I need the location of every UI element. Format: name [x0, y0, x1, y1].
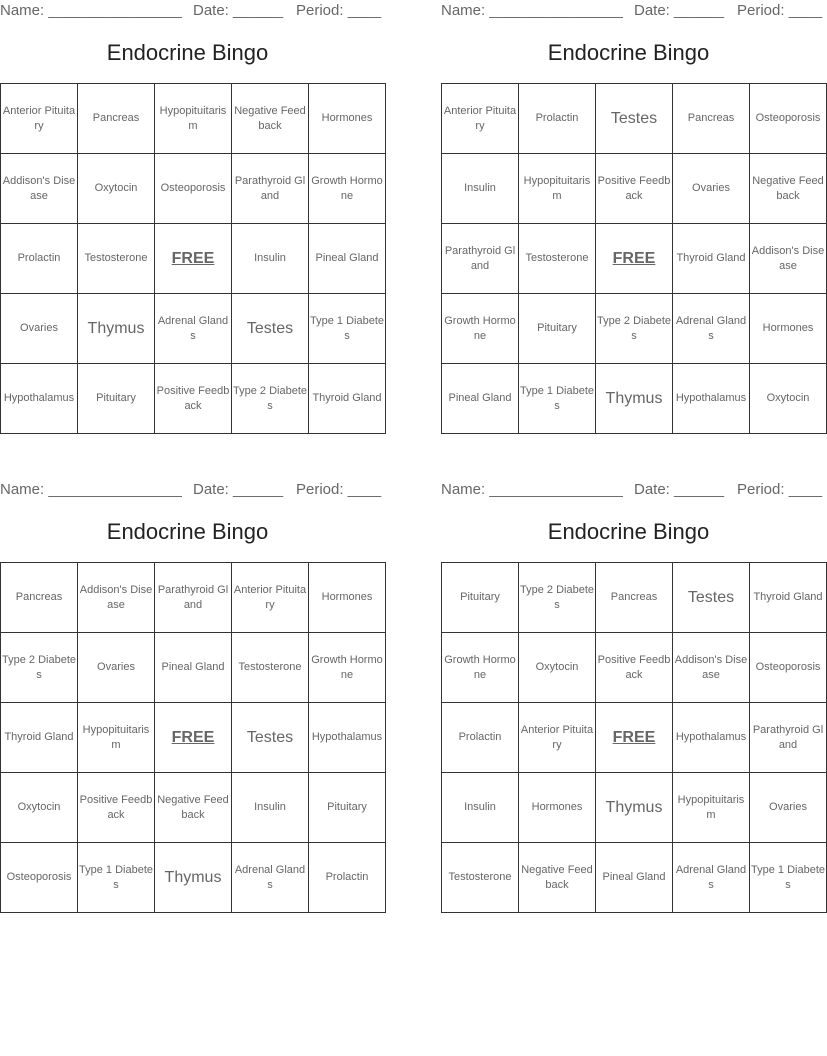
bingo-cell: Insulin [442, 154, 519, 224]
bingo-cell: Addison's Disease [750, 224, 827, 294]
card-title: Endocrine Bingo [547, 40, 710, 65]
grid-row [1, 224, 386, 294]
grid-row [1, 294, 386, 364]
bingo-cell: Thymus [596, 773, 673, 843]
bingo-cell: Parathyroid Gland [750, 703, 827, 773]
bingo-cell: Hypothalamus [1, 364, 78, 434]
bingo-cell: Type 2 Diabetes [596, 294, 673, 364]
bingo-card [0, 0, 384, 412]
bingo-grid [0, 562, 386, 913]
bingo-cell: Ovaries [673, 154, 750, 224]
bingo-cell: Insulin [442, 773, 519, 843]
bingo-cell: Type 1 Diabetes [78, 843, 155, 913]
bingo-cell: Growth Hormone [309, 154, 386, 224]
card-header [0, 0, 382, 22]
free-space: FREE [596, 703, 673, 773]
bingo-cell: Growth Hormone [442, 294, 519, 364]
bingo-cell: Anterior Pituitary [1, 84, 78, 154]
bingo-cell: Testosterone [232, 633, 309, 703]
bingo-cell: Thyroid Gland [673, 224, 750, 294]
bingo-cell: Insulin [232, 773, 309, 843]
grid-row [442, 773, 827, 843]
card-title: Endocrine Bingo [106, 40, 269, 65]
bingo-cell: Hormones [750, 294, 827, 364]
bingo-cell: Testes [232, 703, 309, 773]
bingo-cell: Anterior Pituitary [442, 84, 519, 154]
date-field: Date: ______ [193, 2, 284, 19]
bingo-cell: Type 2 Diabetes [232, 364, 309, 434]
bingo-cell: Testosterone [519, 224, 596, 294]
bingo-cell: Ovaries [750, 773, 827, 843]
bingo-cell: Hypopituitarism [78, 703, 155, 773]
bingo-cell: Hormones [309, 563, 386, 633]
bingo-cell: Growth Hormone [309, 633, 386, 703]
bingo-grid [441, 83, 827, 434]
bingo-cell: Testes [673, 563, 750, 633]
bingo-cell: Hypopituitarism [673, 773, 750, 843]
name-field: Name: ________________ [441, 481, 623, 498]
bingo-cell: Pineal Gland [596, 843, 673, 913]
grid-row [1, 364, 386, 434]
bingo-cell: Hypopituitarism [155, 84, 232, 154]
bingo-cell: Parathyroid Gland [155, 563, 232, 633]
bingo-cell: Testes [596, 84, 673, 154]
grid-row [442, 843, 827, 913]
bingo-cell: Type 1 Diabetes [309, 294, 386, 364]
bingo-cell: Type 2 Diabetes [1, 633, 78, 703]
bingo-cell: Pituitary [78, 364, 155, 434]
date-field: Date: ______ [193, 481, 284, 498]
period-field: Period: ____ [296, 481, 382, 498]
bingo-cell: Hormones [309, 84, 386, 154]
bingo-cell: Prolactin [309, 843, 386, 913]
bingo-cell: Pineal Gland [155, 633, 232, 703]
bingo-cell: Addison's Disease [78, 563, 155, 633]
grid-row [442, 84, 827, 154]
bingo-cell: Hypothalamus [309, 703, 386, 773]
bingo-grid [441, 562, 827, 913]
bingo-card [441, 0, 825, 412]
grid-row [442, 703, 827, 773]
bingo-cell: Hypothalamus [673, 703, 750, 773]
bingo-cell: Thymus [78, 294, 155, 364]
bingo-cell: Osteoporosis [1, 843, 78, 913]
bingo-cell: Osteoporosis [155, 154, 232, 224]
bingo-cell: Anterior Pituitary [519, 703, 596, 773]
date-field: Date: ______ [634, 2, 725, 19]
grid-row [442, 364, 827, 434]
bingo-cell: Pineal Gland [442, 364, 519, 434]
bingo-cell: Oxytocin [1, 773, 78, 843]
bingo-cell: Pancreas [596, 563, 673, 633]
bingo-cell: Prolactin [519, 84, 596, 154]
bingo-cell: Type 1 Diabetes [519, 364, 596, 434]
bingo-cell: Hypothalamus [673, 364, 750, 434]
bingo-cell: Oxytocin [750, 364, 827, 434]
card-title: Endocrine Bingo [547, 519, 710, 544]
grid-row [442, 224, 827, 294]
bingo-cell: Pituitary [309, 773, 386, 843]
bingo-cell: Positive Feedback [155, 364, 232, 434]
bingo-cell: Testosterone [442, 843, 519, 913]
bingo-cell: Prolactin [1, 224, 78, 294]
bingo-cell: Testosterone [78, 224, 155, 294]
bingo-cell: Prolactin [442, 703, 519, 773]
bingo-cell: Thyroid Gland [1, 703, 78, 773]
grid-row [442, 633, 827, 703]
bingo-cell: Anterior Pituitary [232, 563, 309, 633]
bingo-cell: Osteoporosis [750, 633, 827, 703]
name-field: Name: ________________ [441, 2, 623, 19]
bingo-card [441, 479, 825, 891]
card-header [0, 479, 382, 501]
free-space: FREE [596, 224, 673, 294]
grid-row [1, 773, 386, 843]
free-space: FREE [155, 224, 232, 294]
grid-row [1, 843, 386, 913]
date-field: Date: ______ [634, 481, 725, 498]
bingo-cell: Hypopituitarism [519, 154, 596, 224]
bingo-cell: Negative Feedback [232, 84, 309, 154]
bingo-cell: Positive Feedback [596, 633, 673, 703]
bingo-cell: Positive Feedback [596, 154, 673, 224]
bingo-cell: Osteoporosis [750, 84, 827, 154]
bingo-cell: Adrenal Glands [673, 294, 750, 364]
card-header [441, 479, 823, 501]
bingo-cell: Adrenal Glands [673, 843, 750, 913]
bingo-cell: Pancreas [78, 84, 155, 154]
bingo-cell: Ovaries [1, 294, 78, 364]
grid-row [1, 563, 386, 633]
bingo-cell: Negative Feedback [750, 154, 827, 224]
bingo-cell: Thymus [155, 843, 232, 913]
grid-row [1, 633, 386, 703]
grid-row [1, 154, 386, 224]
bingo-cell: Negative Feedback [155, 773, 232, 843]
grid-row [442, 563, 827, 633]
bingo-grid [0, 83, 386, 434]
free-space: FREE [155, 703, 232, 773]
bingo-cell: Parathyroid Gland [442, 224, 519, 294]
bingo-cell: Growth Hormone [442, 633, 519, 703]
bingo-cell: Hormones [519, 773, 596, 843]
bingo-cell: Insulin [232, 224, 309, 294]
bingo-cell: Type 2 Diabetes [519, 563, 596, 633]
bingo-cell: Testes [232, 294, 309, 364]
bingo-cell: Addison's Disease [673, 633, 750, 703]
card-header [441, 0, 823, 22]
bingo-cell: Adrenal Glands [232, 843, 309, 913]
bingo-cell: Pituitary [519, 294, 596, 364]
bingo-cell: Thyroid Gland [750, 563, 827, 633]
bingo-cell: Oxytocin [519, 633, 596, 703]
bingo-cell: Negative Feedback [519, 843, 596, 913]
grid-row [1, 84, 386, 154]
bingo-cell: Type 1 Diabetes [750, 843, 827, 913]
bingo-cell: Adrenal Glands [155, 294, 232, 364]
bingo-cell: Addison's Disease [1, 154, 78, 224]
period-field: Period: ____ [737, 2, 823, 19]
card-title: Endocrine Bingo [106, 519, 269, 544]
bingo-cell: Oxytocin [78, 154, 155, 224]
name-field: Name: ________________ [0, 481, 182, 498]
period-field: Period: ____ [296, 2, 382, 19]
bingo-cell: Thyroid Gland [309, 364, 386, 434]
grid-row [442, 154, 827, 224]
bingo-cell: Pancreas [673, 84, 750, 154]
period-field: Period: ____ [737, 481, 823, 498]
grid-row [1, 703, 386, 773]
bingo-cell: Positive Feedback [78, 773, 155, 843]
grid-row [442, 294, 827, 364]
bingo-cell: Pancreas [1, 563, 78, 633]
bingo-card [0, 479, 383, 891]
bingo-cell: Parathyroid Gland [232, 154, 309, 224]
name-field: Name: ________________ [0, 2, 182, 19]
bingo-cell: Pineal Gland [309, 224, 386, 294]
bingo-cell: Thymus [596, 364, 673, 434]
bingo-cell: Ovaries [78, 633, 155, 703]
bingo-cell: Pituitary [442, 563, 519, 633]
